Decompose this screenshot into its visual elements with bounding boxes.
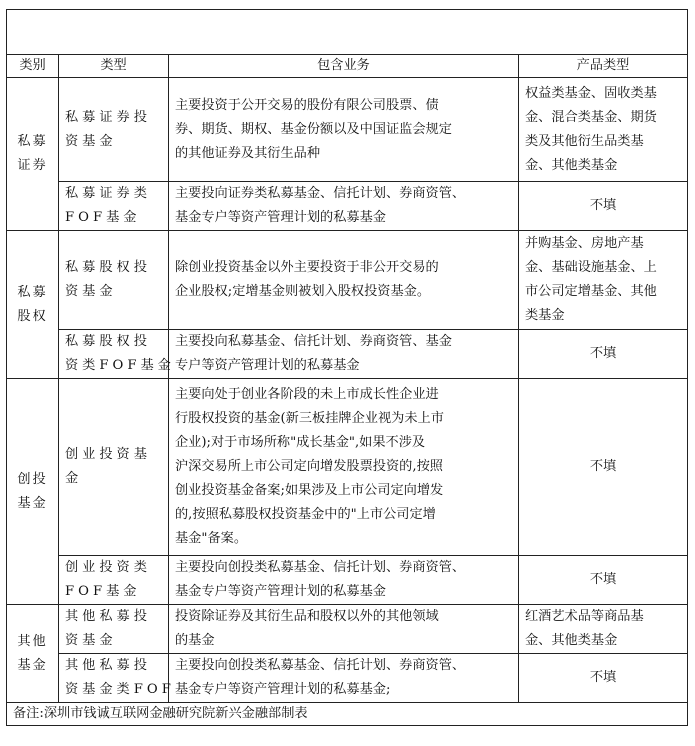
header-row [7, 55, 688, 78]
product-type-cell-line: 不填 [589, 459, 617, 474]
category-label: 基金 [17, 657, 48, 673]
type-cell [59, 654, 175, 703]
type-cell-line: FOF基金 [65, 584, 141, 599]
product-type-cell [519, 654, 688, 703]
category-cell [7, 78, 59, 231]
type-cell [59, 556, 169, 605]
business-cell-line: 主要投资于公开交易的股份有限公司股票、债 [175, 97, 439, 113]
type-cell [59, 605, 169, 654]
business-cell-line: 除创业投资基金以外主要投资于非公开交易的 [175, 260, 439, 275]
type-cell [59, 231, 169, 330]
business-cell-line: 的,按照私募股权投资基金中的"上市公司定增 [175, 507, 436, 522]
product-type-cell-line: 权益类基金、固收类基 [525, 85, 657, 101]
type-cell [59, 78, 169, 182]
type-cell-line: 私募股权投 [65, 260, 151, 275]
type-cell-line: 资基金 [65, 133, 117, 149]
category-label: 私募 [17, 134, 48, 149]
product-type-cell-line: 金、混合类基金、期货 [525, 109, 657, 125]
table-row [7, 78, 688, 182]
product-type-cell-line: 不填 [589, 346, 617, 361]
business-cell-line: 沪深交易所上市公司定向增发股票投资的,按照 [175, 459, 443, 474]
category-label: 创投 [17, 471, 48, 487]
type-cell-line: 私募股权投 [65, 334, 151, 349]
business-cell [169, 379, 519, 556]
business-cell [169, 182, 519, 231]
type-cell-line: 创业投资类 [65, 560, 151, 575]
business-cell-line: 券、期货、期权、基金份额以及中国证监会规定 [175, 121, 452, 137]
business-cell-line: 基金专户等资产管理计划的私募基金 [175, 584, 386, 599]
business-cell [169, 78, 519, 182]
type-cell-line: 创业投资基 [65, 447, 151, 462]
table-row [7, 556, 688, 605]
product-type-cell-line: 并购基金、房地产基 [525, 236, 644, 251]
product-type-cell-line: 金、其他类基金 [525, 157, 618, 173]
type-cell [59, 330, 175, 379]
type-cell-line: 私募证券类 [65, 186, 151, 201]
product-type-cell [519, 231, 688, 330]
type-cell-line: 私募证券投 [65, 109, 151, 125]
product-type-cell [519, 330, 688, 379]
business-cell-line: 基金专户等资产管理计划的私募基金; [175, 682, 391, 697]
category-label: 证券 [17, 158, 48, 173]
category-cell [7, 231, 59, 379]
product-type-cell [519, 182, 688, 231]
business-cell-line: 主要向处于创业各阶段的未上市成长性企业进 [175, 387, 439, 402]
business-cell-line: 的其他证券及其衍生品种 [175, 145, 321, 161]
business-cell [169, 556, 519, 605]
table-row [7, 231, 688, 330]
business-cell-line: 的基金 [175, 633, 215, 648]
table-row [7, 654, 688, 703]
business-cell-line: 主要投向创投类私募基金、信托计划、券商资管、 [175, 658, 466, 673]
business-cell-line: 主要投向证券类私募基金、信托计划、券商资管、 [175, 186, 466, 201]
product-type-cell-line: 不填 [589, 572, 617, 587]
product-type-cell-line: 金、基础设施基金、上 [525, 260, 657, 275]
business-cell [169, 330, 519, 379]
business-cell-line: 创业投资基金备案;如果涉及上市公司定向增发 [175, 483, 444, 498]
product-type-cell-line: 红酒艺术品等商品基 [525, 609, 644, 624]
business-cell-line: 专户等资产管理计划的私募基金 [175, 358, 360, 373]
category-cell [7, 605, 59, 703]
type-cell-line: 资基金类FOF [65, 682, 175, 697]
category-label: 基金 [17, 495, 48, 511]
category-label: 私募 [17, 284, 48, 300]
business-cell [169, 231, 519, 330]
business-cell-line: 基金"备案。 [175, 531, 248, 546]
business-cell-line: 企业股权;定增基金则被划入股权投资基金。 [175, 284, 431, 299]
product-type-cell-line: 类及其他衍生品类基 [525, 133, 644, 149]
product-type-cell-line: 不填 [589, 670, 617, 685]
business-cell-line: 基金专户等资产管理计划的私募基金 [175, 210, 386, 225]
table-title [7, 10, 688, 55]
note-row [7, 703, 688, 726]
type-cell [59, 182, 169, 231]
table-row [7, 605, 688, 654]
type-cell [59, 379, 169, 556]
category-label: 其他 [17, 633, 48, 649]
product-type-cell [519, 78, 688, 182]
table-row [7, 330, 688, 379]
product-type-cell [519, 556, 688, 605]
product-type-cell-line: 不填 [589, 198, 617, 213]
type-cell-line: 金 [65, 471, 83, 486]
business-cell [169, 654, 519, 703]
table-row [7, 182, 688, 231]
type-cell-line: 资基金 [65, 284, 117, 299]
type-cell-line: 其他私募投 [65, 609, 151, 624]
fund-classification-document [6, 9, 687, 737]
product-type-cell-line: 类基金 [525, 308, 565, 323]
business-cell-line: 投资除证券及其衍生品和股权以外的其他领域 [175, 609, 439, 624]
table-title-row [7, 10, 688, 55]
fund-classification-table [6, 9, 688, 726]
product-type-cell [519, 379, 688, 556]
header-type: 类型 [59, 55, 169, 78]
business-cell-line: 行股权投资的基金(新三板挂牌企业视为未上市 [175, 411, 444, 426]
business-cell-line: 主要投向私募基金、信托计划、券商资管、基金 [175, 334, 452, 349]
header-business: 包含业务 [169, 55, 519, 78]
product-type-cell-line: 金、其他类基金 [525, 633, 618, 648]
type-cell-line: 其他私募投 [65, 658, 151, 673]
table-row [7, 379, 688, 556]
table-note: 备注:深圳市钱诚互联网金融研究院新兴金融部制表 [7, 703, 688, 726]
header-category: 类别 [7, 55, 59, 78]
type-cell-line: 资类FOF基金 [65, 358, 175, 373]
business-cell [169, 605, 519, 654]
category-cell [7, 379, 59, 605]
business-cell-line: 主要投向创投类私募基金、信托计划、券商资管、 [175, 560, 466, 575]
product-type-cell [519, 605, 688, 654]
category-label: 股权 [17, 308, 48, 324]
type-cell-line: FOF基金 [65, 210, 141, 225]
header-product-type: 产品类型 [519, 55, 688, 78]
product-type-cell-line: 市公司定增基金、其他 [525, 284, 657, 299]
business-cell-line: 企业);对于市场所称"成长基金",如果不涉及 [175, 435, 426, 450]
type-cell-line: 资基金 [65, 633, 117, 648]
